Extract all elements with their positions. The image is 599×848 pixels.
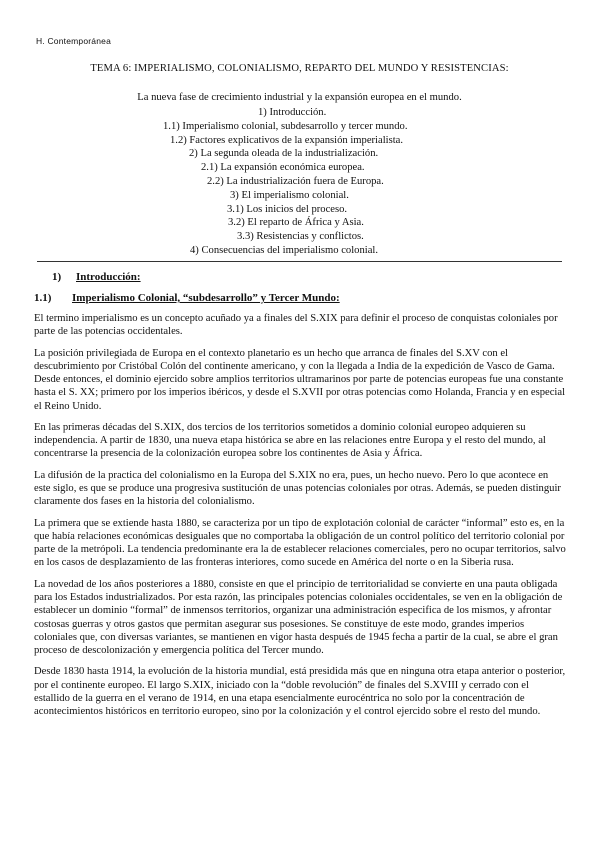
paragraph: La novedad de los años posteriores a 1880, consiste en que el principio de territorialidad se convierte en una pauta obligada para los Estados industrializados. Por esta razón, las principales potencias coloniales occidentales, se ven en la obligación de establecer un dominio “formal” de inmensos territorios, organizar una administración especifica de los mismos, y afrontar costosas guerras y otros gastos que permitan asegurar sus posesiones. Se constituye de este modo, grandes imperios coloniales que, con diversas variantes, se mantienen en vigor hasta después de 1945 fecha a partir de la cual, se abre el gran proceso de descolonización y emergencia política del Tercer mundo. — [34, 578, 563, 656]
toc-item: 1.2) Factores explicativos de la expansión imperialista. — [170, 134, 403, 146]
document-title: TEMA 6: IMPERIALISMO, COLONIALISMO, REPARTO DEL MUNDO Y RESISTENCIAS: — [90, 63, 509, 74]
subsection-number: 1.1) — [34, 292, 52, 304]
toc-item: 3.1) Los inicios del proceso. — [227, 203, 348, 215]
section-title: Introducción: — [76, 271, 141, 283]
paragraph: Desde 1830 hasta 1914, la evolución de la historia mundial, está presidida más que en ninguna otra etapa anterior o posterior, por el continente europeo. El largo S.XIX, iniciado con la “doble revolución” de finales del S.XVIII y cerrado con el estallido de la guerra en el verano de 1914, en una etapa esencialmente eurocéntrica no solo por la concentración de acontecimientos históricos en territorio europeo, sino por la colonización y el control ejercido sobre el resto del mundo. — [34, 666, 566, 718]
document-intro: La nueva fase de crecimiento industrial y la expansión europea en el mundo. — [137, 92, 462, 103]
paragraph: La primera que se extiende hasta 1880, se caracteriza por un tipo de explotación colonial de carácter “informal” esto es, en la que había relaciones económicas desiguales que no comportaba la obligación de un control político del territorio colonial por parte de la metrópoli. La tendencia predominante era la de establecer relaciones comerciales, pero no ocupar territorios, salvo en los casos de desplazamiento de las fronteras interiores, como sucede en América del norte o en la Siberia rusa. — [34, 517, 566, 569]
subsection-title: Imperialismo Colonial, “subdesarrollo” y Tercer Mundo: — [72, 292, 340, 304]
toc-item: 2.1) La expansión económica europea. — [201, 162, 365, 174]
body-text — [34, 312, 566, 727]
section-heading-introduccion — [52, 271, 141, 283]
subsection-heading-imperialismo — [34, 292, 340, 304]
running-header: H. Contemporánea — [36, 36, 112, 46]
toc-item: 3.2) El reparto de África y Asia. — [228, 217, 364, 229]
toc-item: 1) Introducción. — [258, 107, 327, 118]
section-divider — [37, 261, 562, 262]
paragraph: La posición privilegiada de Europa en el contexto planetario es un hecho que arranca de finales del S.XV con el descubrimiento por Cristóbal Colón del continente americano, y con la llegada a India de la expedición de Vasco de Gama. Desde entonces, el dominio ejercido sobre amplios territorios ultramarinos por parte de potencias europeas fue una constante hasta el S. XX; primero por los imperios ibéricos, y desde el S.XVII por otras potencias como Holanda, Francia y en especial el Reino Unido. — [34, 347, 566, 412]
toc-item: 3.3) Resistencias y conflictos. — [237, 231, 364, 243]
paragraph: La difusión de la practica del colonialismo en la Europa del S.XIX no era, pues, un hecho nuevo. Pero lo que acontece en este siglo, es que se produce una progresiva sustitución de unas potencias coloniales por otras. Además, se pueden distinguir claramente dos fases en la historia del colonialismo. — [34, 469, 561, 508]
toc-item: 2) La segunda oleada de la industrialización. — [189, 148, 379, 160]
toc-item: 4) Consecuencias del imperialismo colonial. — [190, 245, 378, 256]
paragraph: El termino imperialismo es un concepto acuñado ya a finales del S.XIX para definir el proceso de conquistas coloniales por parte de las potencias occidentales. — [34, 313, 558, 338]
toc-item: 3) El imperialismo colonial. — [230, 189, 349, 201]
toc-item: 2.2) La industrialización fuera de Europa. — [207, 176, 384, 187]
paragraph: En las primeras décadas del S.XIX, dos tercios de los territorios sometidos a dominio colonial europeo adquieren su independencia. A partir de 1830, una nueva etapa histórica se abre en las relaciones entre Europa y el resto del mundo, al concentrarse la presencia de la colonización europea sobre los continentes de Asia y África. — [34, 422, 546, 460]
section-number: 1) — [52, 271, 62, 283]
toc-item: 1.1) Imperialismo colonial, subdesarrollo y tercer mundo. — [163, 120, 408, 132]
